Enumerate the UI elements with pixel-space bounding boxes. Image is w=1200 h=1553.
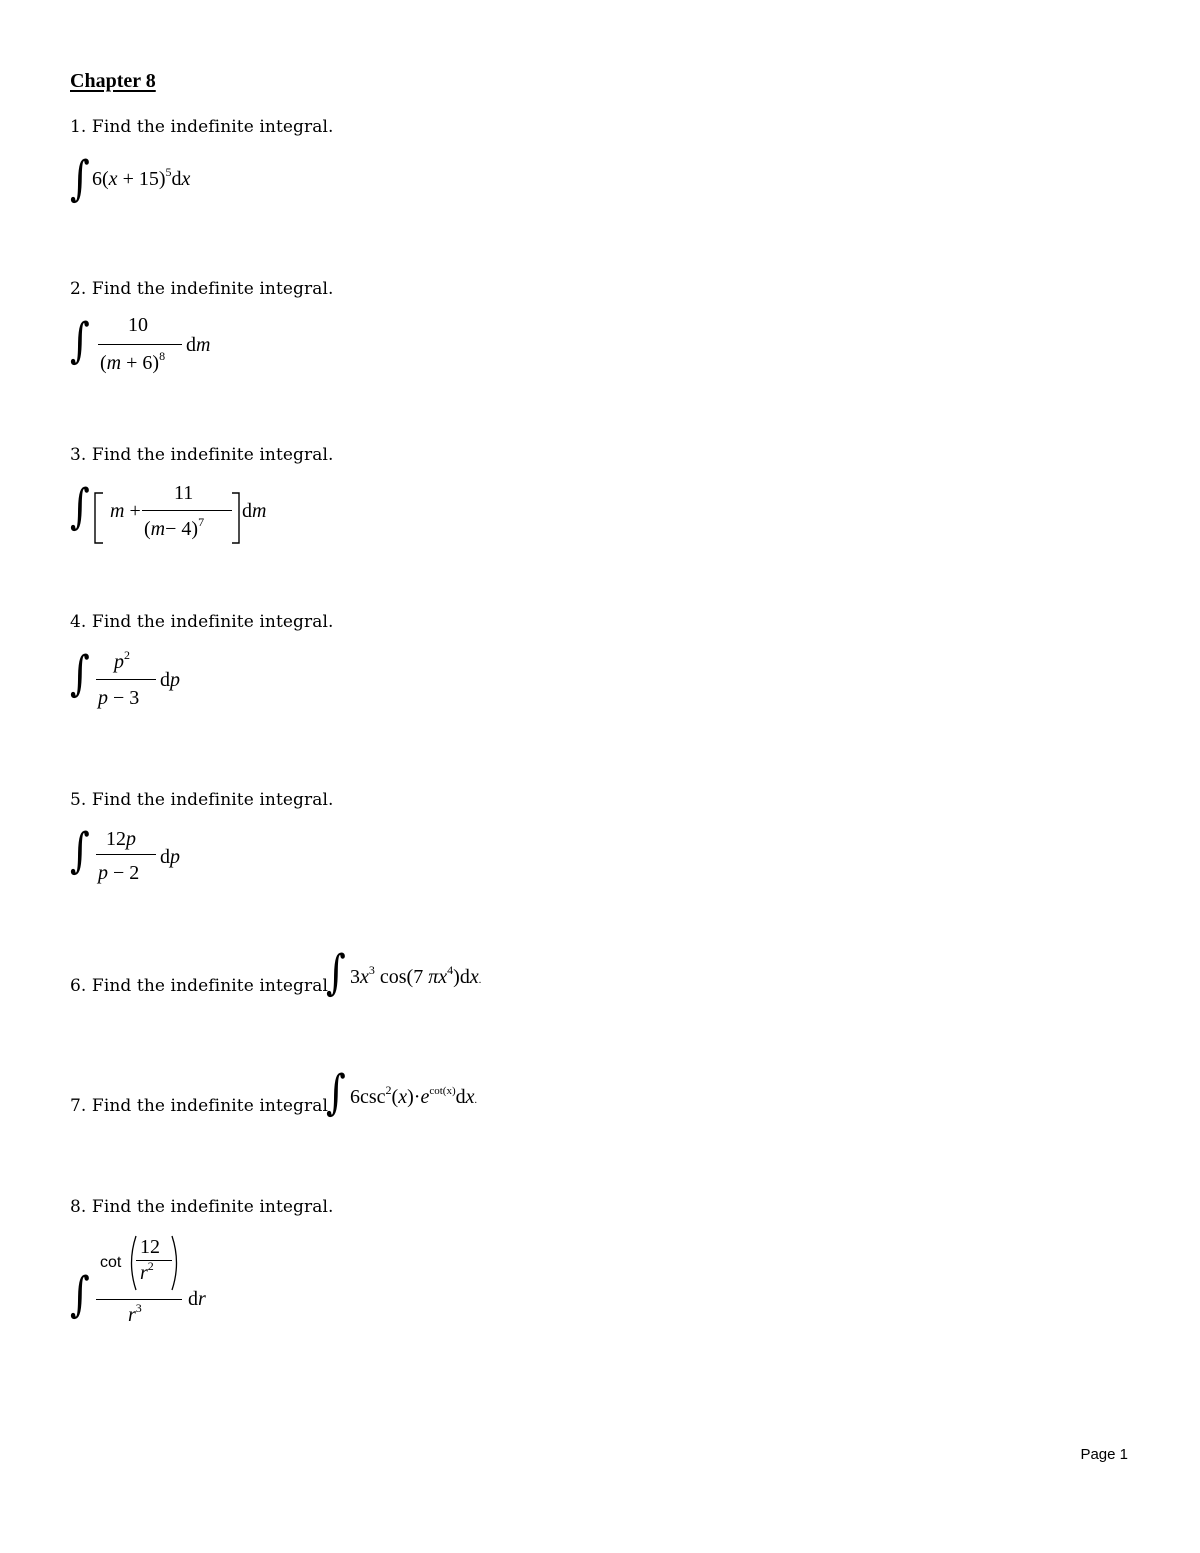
inner-numerator: 12 [140,1236,160,1258]
denominator: $(m + 6)^8$ [100,349,166,374]
fraction-bar [96,1299,182,1300]
problem-5-prompt: 5. Find the indefinite integral. [70,790,334,810]
integrand: $6\csc^2(x)\cdot e^{cot(x)}dx$. [350,1083,477,1108]
integral-sign: ∫ [70,822,90,878]
right-bracket [230,492,242,544]
integral-sign: ∫ [70,478,90,534]
inner-denominator: $r^2$ [140,1259,154,1284]
differential: dm [242,500,267,522]
numerator: 11 [174,482,194,504]
chapter-title: Chapter 8 [70,70,156,92]
denominator: $r^3$ [128,1301,142,1326]
problem-6-prompt: 6. Find the indefinite integral [70,976,329,996]
problem-8-prompt: 8. Find the indefinite integral. [70,1197,334,1217]
leading-term: m + [110,500,141,522]
problem-2-expression [70,312,270,382]
fraction-bar [96,679,156,680]
differential: dp [160,846,180,868]
integral-sign: ∫ [70,645,90,701]
differential: dp [160,669,180,691]
denominator: p − 3 [98,687,140,709]
fraction-bar [142,510,232,511]
fraction-bar [98,344,182,345]
problem-3-prompt: 3. Find the indefinite integral. [70,445,334,465]
left-paren [126,1234,138,1292]
problem-4-expression [70,645,270,715]
problem-1-prompt: 1. Find the indefinite integral. [70,117,334,137]
problem-8-expression [70,1232,270,1332]
problem-3-expression [70,478,290,548]
denominator: p − 2 [98,862,140,884]
integrand: $3x^3$ cos(7 $\pi x^4)dx$. [350,963,482,988]
numerator: $p^2$ [114,648,130,673]
left-bracket [92,492,106,544]
differential: dm [186,334,211,356]
integrand: $6(x + 15)^5dx$ [92,165,191,190]
problem-7-prompt: 7. Find the indefinite integral [70,1096,329,1116]
integral-sign: ∫ [326,1064,346,1120]
numerator: 12p [106,828,136,850]
cot-function: cot [100,1254,122,1271]
page-number: Page 1 [1080,1446,1128,1463]
problem-2-prompt: 2. Find the indefinite integral. [70,279,334,299]
integral-sign: ∫ [70,1266,90,1322]
problem-4-prompt: 4. Find the indefinite integral. [70,612,334,632]
fraction-bar [96,854,156,855]
denominator: $(m- 4)^7$ [144,515,205,540]
problem-6-expression [326,944,526,1002]
right-paren [170,1234,182,1292]
problem-1-expression [70,150,270,206]
integral-sign: ∫ [326,944,346,1000]
problem-7-expression [326,1064,536,1122]
numerator: 10 [128,314,148,336]
differential: dr [188,1288,206,1310]
inner-fraction-bar [136,1260,172,1261]
integral-sign: ∫ [70,312,90,368]
integral-sign: ∫ [70,150,90,206]
problem-5-expression [70,822,270,892]
